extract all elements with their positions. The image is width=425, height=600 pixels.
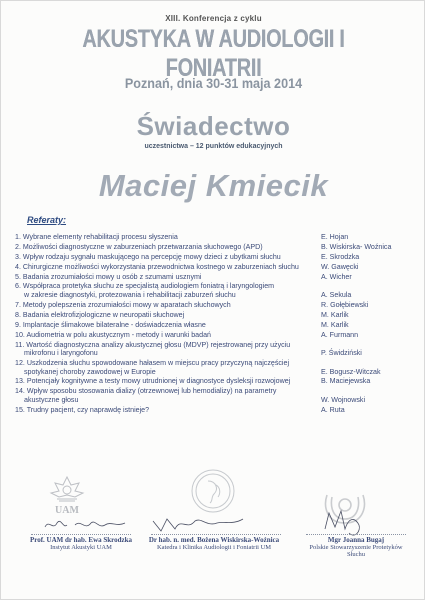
paper-author: A. Sekula — [321, 291, 352, 300]
signatory-desc: Katedra i Klinika Audiologii i Foniatrii UM — [156, 544, 272, 551]
paper-row — [15, 377, 415, 386]
paper-row — [15, 233, 415, 242]
paper-title — [15, 387, 305, 404]
signatory-name: Mgr Joanna Bugaj — [327, 536, 385, 544]
paper-author: P. Świdziński — [321, 349, 362, 358]
paper-title — [15, 301, 305, 310]
signatory-1 — [21, 536, 141, 551]
paper-title-line: 14. Wpływ sposobu stosowania dializy (otrzewnowej lub hemodializy) na parametry — [15, 387, 277, 396]
paper-title-line: akustyczne głosu — [24, 395, 79, 404]
paper-author: E. Hojan — [321, 233, 349, 241]
place-date: Poznań, dnia 30-31 maja 2014 — [124, 75, 303, 91]
paper-author: E. Skrodzka — [321, 252, 360, 261]
paper-title — [15, 321, 305, 330]
signature-skrodzka — [41, 513, 131, 535]
paper-title-line: 1. Wybrane elementy rehabilitacji procesu słyszenia — [15, 233, 178, 241]
paper-row — [15, 282, 415, 299]
paper-title — [15, 282, 305, 299]
paper-title-line: 12. Uszkodzenia słuchu spowodowane hałasem w miejscu pracy przyczyną najczęściej — [15, 358, 290, 367]
paper-row — [15, 331, 415, 340]
paper-title-line: 8. Badania elektrofizjologiczne w neuropatii słuchowej — [15, 310, 185, 319]
paper-row — [15, 311, 415, 320]
paper-author: B. Wiskirska- Woźnica — [321, 242, 392, 251]
paper-author: A. Ruta — [321, 405, 345, 414]
signature-line-2 — [151, 534, 281, 535]
signatory-name: Dr hab. n. med. Bożena Wiskirska-Woźnica — [148, 536, 280, 544]
signatory-3 — [301, 536, 411, 558]
paper-row — [15, 301, 415, 310]
conference-title: AKUSTYKA W AUDIOLOGII I FONIATRII — [82, 25, 345, 82]
signature-line-1 — [31, 534, 131, 535]
paper-title — [15, 263, 305, 272]
paper-title-line: 15. Trudny pacjent, czy naprawdę istnieje? — [15, 405, 150, 414]
paper-title-line: mikrofonu i laryngofonu — [24, 349, 98, 358]
conference-label: XIII. Konferencja z cyklu — [165, 14, 262, 23]
signature-line-3 — [306, 534, 406, 535]
paper-title — [15, 331, 305, 340]
paper-title-line: 6. Współpraca protetyka słuchu ze specjalistą audiologiem foniatrą i laryngologiem — [15, 282, 275, 291]
paper-row — [15, 321, 415, 330]
paper-row — [15, 263, 415, 272]
signatory-desc: Polskie Stowarzyszenie Protetyków Słuchu — [309, 544, 403, 558]
signature-wiskirska — [147, 513, 247, 535]
paper-title — [15, 253, 305, 262]
uam-logo — [43, 473, 91, 517]
paper-author: B. Maciejewska — [321, 377, 371, 386]
paper-title-line: spotykanej choroby zawodowej w Europie — [24, 367, 156, 376]
paper-title — [15, 341, 305, 358]
certificate-title: Świadectwo — [136, 111, 291, 141]
clinic-logo — [183, 467, 243, 515]
certificate-subtitle: uczestnictwa – 12 punktów edukacyjnych — [144, 143, 283, 150]
paper-title-line: 4. Chirurgiczne możliwości wykorzystania przewodnictwa kostnego w zaburzeniach słuchu — [15, 262, 299, 271]
paper-row — [15, 341, 415, 358]
paper-row — [15, 387, 415, 404]
uam-logo-text: UAM — [55, 505, 79, 516]
paper-title-line: 9. Implantacje ślimakowe bilateralne - doświadczenia własne — [15, 320, 206, 329]
paper-title — [15, 243, 305, 252]
paper-row — [15, 359, 415, 376]
recipient-name: Maciej Kmiecik — [98, 168, 329, 203]
paper-author: W. Gawęcki — [321, 262, 359, 271]
paper-row — [15, 273, 415, 282]
papers-list — [15, 233, 415, 416]
paper-title-line: 7. Metody polepszenia zrozumiałości mowy w aparatach słuchowych — [15, 300, 231, 309]
paper-author: M. Karlik — [321, 310, 349, 319]
paper-title — [15, 273, 305, 282]
paper-title-line: 10. Audiometria w polu akustycznym - metody i warunki badań — [15, 330, 211, 339]
paper-title-line: 2. Możliwości diagnostyczne w zaburzeniach przetwarzania słuchowego (APD) — [15, 242, 263, 251]
paper-title-line: 13. Potencjały kognitywne a testy mowy utrudnionej w diagnostyce dysleksji rozwojowej — [15, 377, 291, 386]
paper-author: R. Gołębiewski — [321, 300, 369, 309]
signatory-2 — [139, 536, 289, 551]
paper-author: E. Bogusz-Witczak — [321, 367, 381, 376]
paper-row — [15, 253, 415, 262]
paper-title-line: 11. Wartość diagnostyczna analizy akustycznej głosu (MDVP) rejestrowanej przy użyciu — [15, 340, 291, 349]
paper-title — [15, 233, 305, 242]
paper-title-line: w zakresie diagnostyki, protezowania i rehabilitacji zaburzeń słuchu — [24, 291, 236, 300]
paper-title-line: 5. Badania zrozumiałości mowy u osób z szumami usznymi — [15, 272, 202, 281]
paper-title — [15, 359, 305, 376]
paper-author: W. Wojnowski — [321, 395, 366, 404]
paper-title — [15, 406, 305, 415]
row-gap — [15, 414, 415, 415]
signatory-name: Prof. UAM dr hab. Ewa Skrodzka — [29, 536, 133, 544]
paper-title-line: 3. Wpływ rodzaju sygnału maskującego na percepcję mowy dzieci z ubytkami słuchu — [15, 252, 281, 261]
paper-title — [15, 377, 305, 386]
signatory-desc: Instytut Akustyki UAM — [50, 544, 112, 551]
paper-row — [15, 406, 415, 415]
paper-author: M. Karlik — [321, 320, 349, 329]
paper-title — [15, 311, 305, 320]
paper-author: A. Furmann — [321, 330, 359, 339]
paper-row — [15, 243, 415, 252]
papers-heading: Referaty: — [27, 215, 67, 225]
paper-author: A. Wicher — [321, 272, 352, 281]
